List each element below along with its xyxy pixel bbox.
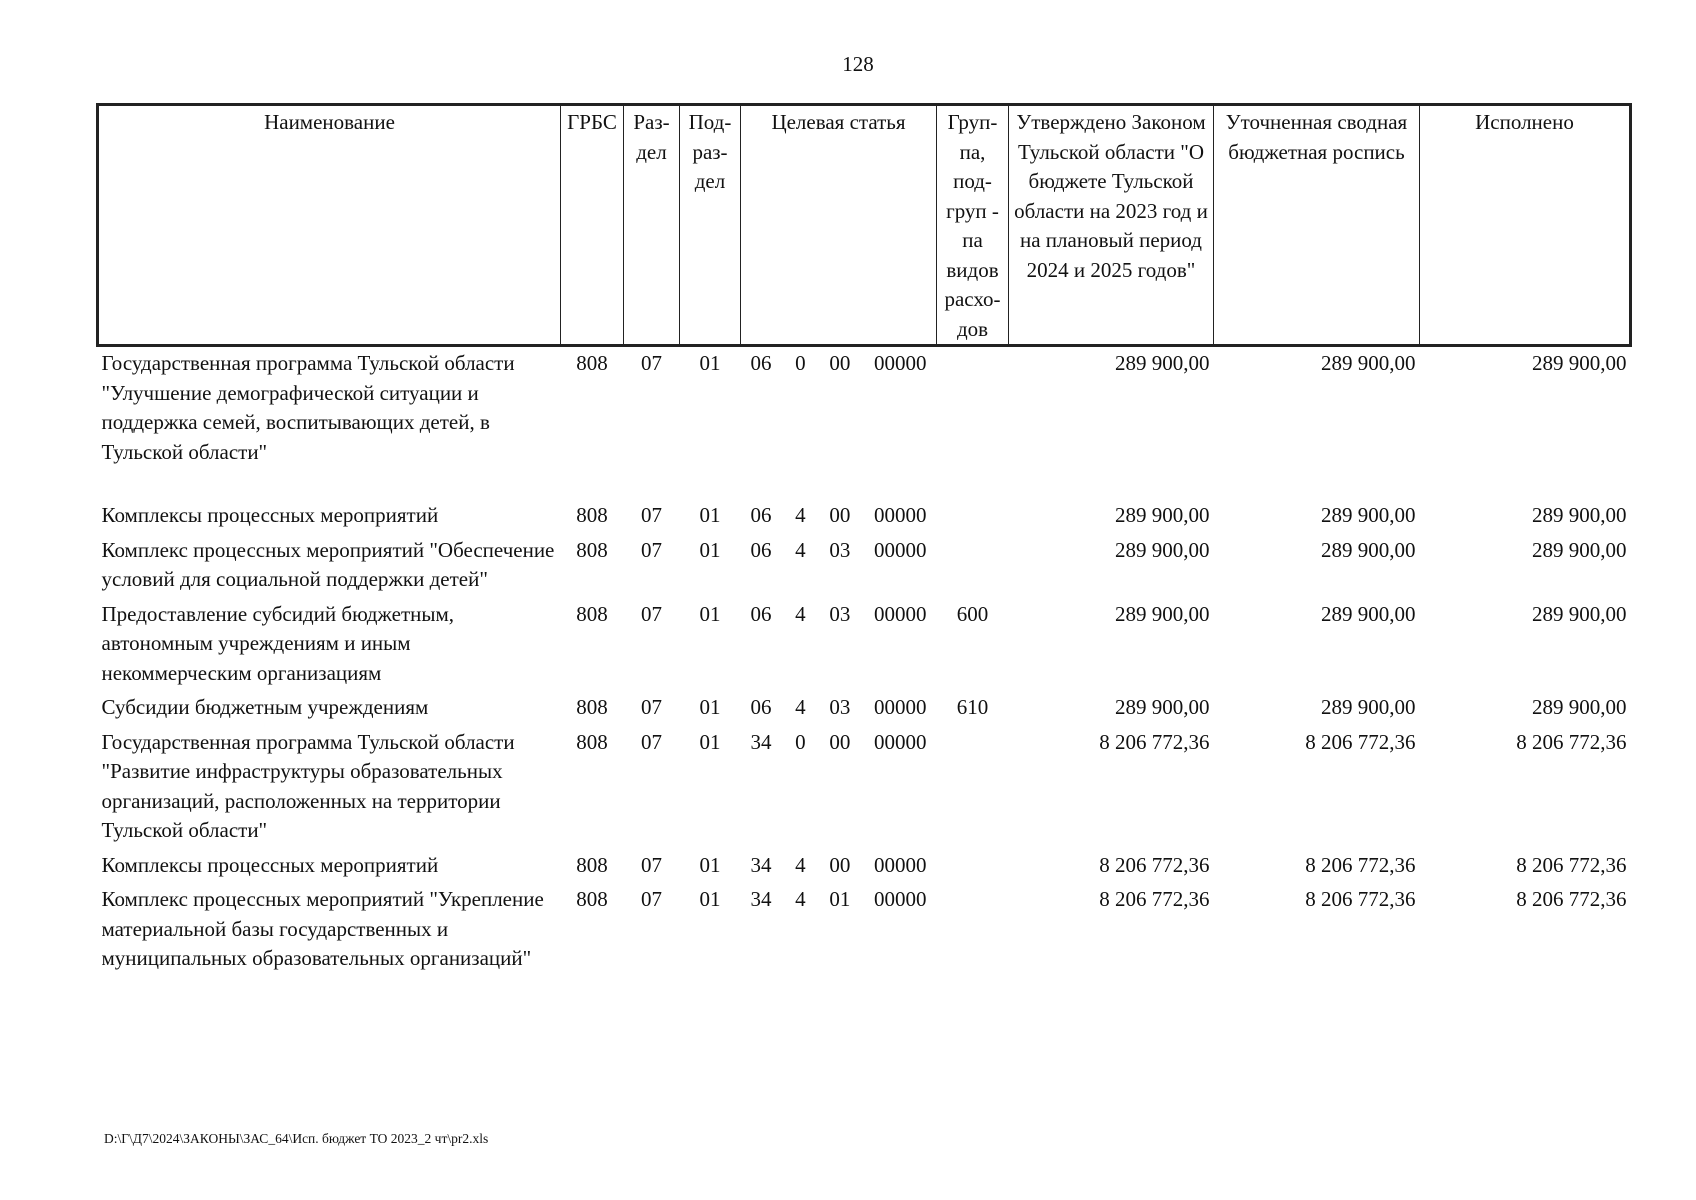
table-header	[98, 105, 1631, 346]
target-program: 34	[750, 729, 772, 754]
row-refined: 289 900,00	[1321, 503, 1416, 527]
row-podrazdel: 01	[699, 887, 721, 911]
header-name: Наименование	[98, 105, 561, 346]
target-subprogram: 03	[829, 601, 851, 626]
row-target	[741, 849, 937, 884]
row-approved: 8 206 772,36	[1099, 729, 1210, 754]
row-name: Комплекс процессных мероприятий "Укрепление материальной базы государственных и муниципальных образовательных организаций"	[101, 887, 544, 970]
row-group: 600	[956, 601, 989, 626]
row-podrazdel: 01	[699, 729, 721, 754]
target-program: 06	[750, 537, 772, 562]
row-grbs: 808	[576, 601, 608, 626]
row-executed: 289 900,00	[1532, 601, 1627, 626]
row-podrazdel: 01	[699, 351, 721, 375]
target-subprogram: 00	[829, 351, 851, 375]
row-target	[741, 691, 937, 726]
row-name: Комплексы процессных мероприятий	[101, 503, 439, 527]
target-direction: 00000	[873, 601, 927, 626]
row-approved: 289 900,00	[1115, 695, 1210, 719]
row-podrazdel: 01	[699, 503, 721, 527]
row-executed: 289 900,00	[1532, 351, 1627, 375]
target-subprogram: 03	[829, 695, 851, 719]
row-target	[741, 726, 937, 849]
target-program: 34	[750, 887, 772, 911]
target-direction: 00000	[873, 852, 927, 877]
row-grbs: 808	[576, 729, 608, 754]
row-target	[741, 598, 937, 692]
row-group	[937, 726, 1009, 849]
target-type: 4	[795, 887, 806, 911]
row-name: Государственная программа Тульской области "Развитие инфраструктуры образовательных организаций, расположенных на территории Тульской области"	[101, 729, 515, 842]
row-razdel: 07	[641, 887, 662, 911]
row-target	[741, 346, 937, 500]
row-approved: 289 900,00	[1115, 601, 1210, 626]
header-target: Целевая статья	[741, 105, 937, 346]
target-program: 06	[750, 503, 772, 527]
header-group: Груп- па, под- груп - па видов расхо- дов	[937, 105, 1009, 346]
row-group	[937, 346, 1009, 500]
target-program: 34	[750, 852, 772, 877]
table-row	[98, 726, 1631, 849]
target-type: 0	[795, 351, 806, 375]
row-refined: 289 900,00	[1321, 351, 1416, 375]
row-razdel: 07	[641, 351, 662, 375]
row-group	[937, 883, 1009, 977]
row-razdel: 07	[641, 729, 662, 754]
row-razdel: 07	[641, 601, 662, 626]
row-grbs: 808	[576, 852, 608, 877]
row-grbs: 808	[576, 537, 608, 562]
target-subprogram: 00	[829, 729, 851, 754]
target-direction: 00000	[873, 503, 927, 527]
target-program: 06	[750, 601, 772, 626]
table-row	[98, 534, 1631, 598]
row-approved: 8 206 772,36	[1099, 852, 1210, 877]
row-executed: 8 206 772,36	[1516, 887, 1627, 911]
row-refined: 8 206 772,36	[1305, 852, 1416, 877]
budget-table	[96, 103, 1632, 977]
header-executed: Исполнено	[1420, 105, 1631, 346]
row-group: 610	[956, 695, 989, 719]
table-row	[98, 849, 1631, 884]
target-type: 4	[795, 695, 806, 719]
header-podrazdel: Под- раз- дел	[680, 105, 741, 346]
row-approved: 289 900,00	[1115, 503, 1210, 527]
row-group	[937, 534, 1009, 598]
row-refined: 289 900,00	[1321, 601, 1416, 626]
header-razdel: Раз- дел	[624, 105, 680, 346]
row-approved: 8 206 772,36	[1099, 887, 1210, 911]
row-grbs: 808	[576, 695, 608, 719]
target-direction: 00000	[873, 729, 927, 754]
row-podrazdel: 01	[699, 695, 721, 719]
row-target	[741, 499, 937, 534]
row-target	[741, 534, 937, 598]
row-refined: 289 900,00	[1321, 537, 1416, 562]
row-name: Государственная программа Тульской области "Улучшение демографической ситуации и поддержка семей, воспитывающих детей, в Тульской области"	[101, 351, 515, 464]
target-direction: 00000	[873, 351, 927, 375]
row-target	[741, 883, 937, 977]
row-executed: 289 900,00	[1532, 503, 1627, 527]
row-razdel: 07	[641, 537, 662, 562]
row-approved: 289 900,00	[1115, 537, 1210, 562]
target-type: 4	[795, 601, 806, 626]
table-row	[98, 691, 1631, 726]
row-razdel: 07	[641, 852, 662, 877]
row-grbs: 808	[576, 887, 608, 911]
table-row	[98, 598, 1631, 692]
table-body	[98, 346, 1631, 977]
target-direction: 00000	[873, 695, 927, 719]
row-razdel: 07	[641, 695, 662, 719]
table-row	[98, 499, 1631, 534]
header-grbs: ГРБС	[561, 105, 624, 346]
row-refined: 8 206 772,36	[1305, 887, 1416, 911]
row-executed: 8 206 772,36	[1516, 729, 1627, 754]
row-executed: 289 900,00	[1532, 537, 1627, 562]
row-name: Предоставление субсидий бюджетным, автономным учреждениям и иным некоммерческим организациям	[101, 601, 455, 685]
target-type: 0	[795, 729, 806, 754]
target-program: 06	[750, 695, 772, 719]
row-approved: 289 900,00	[1115, 351, 1210, 375]
target-direction: 00000	[873, 887, 927, 911]
table-row	[98, 346, 1631, 500]
row-name: Субсидии бюджетным учреждениям	[101, 695, 429, 719]
target-subprogram: 00	[829, 503, 851, 527]
row-group	[937, 499, 1009, 534]
target-direction: 00000	[873, 537, 927, 562]
target-type: 4	[795, 503, 806, 527]
target-subprogram: 03	[829, 537, 851, 562]
target-type: 4	[795, 852, 806, 877]
row-executed: 8 206 772,36	[1516, 852, 1627, 877]
target-subprogram: 00	[829, 852, 851, 877]
row-name: Комплексы процессных мероприятий	[101, 852, 439, 877]
row-podrazdel: 01	[699, 537, 721, 562]
target-type: 4	[795, 537, 806, 562]
row-grbs: 808	[576, 351, 608, 375]
row-refined: 8 206 772,36	[1305, 729, 1416, 754]
row-name: Комплекс процессных мероприятий "Обеспечение условий для социальной поддержки детей"	[101, 537, 555, 591]
row-group	[937, 849, 1009, 884]
row-podrazdel: 01	[699, 601, 721, 626]
footer-file-path: D:\Г\Д7\2024\ЗАКОНЫ\ЗАС_64\Исп. бюджет ТО 2023_2 чт\pr2.xls	[104, 1131, 489, 1146]
row-grbs: 808	[576, 503, 608, 527]
row-podrazdel: 01	[699, 852, 721, 877]
target-program: 06	[750, 351, 772, 375]
row-razdel: 07	[641, 503, 662, 527]
header-approved: Утверждено Законом Тульской области "О бюджете Тульской области на 2023 год и на плановый период 2024 и 2025 годов"	[1009, 105, 1214, 346]
table-row	[98, 883, 1631, 977]
target-subprogram: 01	[829, 887, 851, 911]
row-refined: 289 900,00	[1321, 695, 1416, 719]
row-executed: 289 900,00	[1532, 695, 1627, 719]
page-number: 128	[842, 52, 874, 76]
header-refined: Уточненная сводная бюджетная роспись	[1214, 105, 1420, 346]
